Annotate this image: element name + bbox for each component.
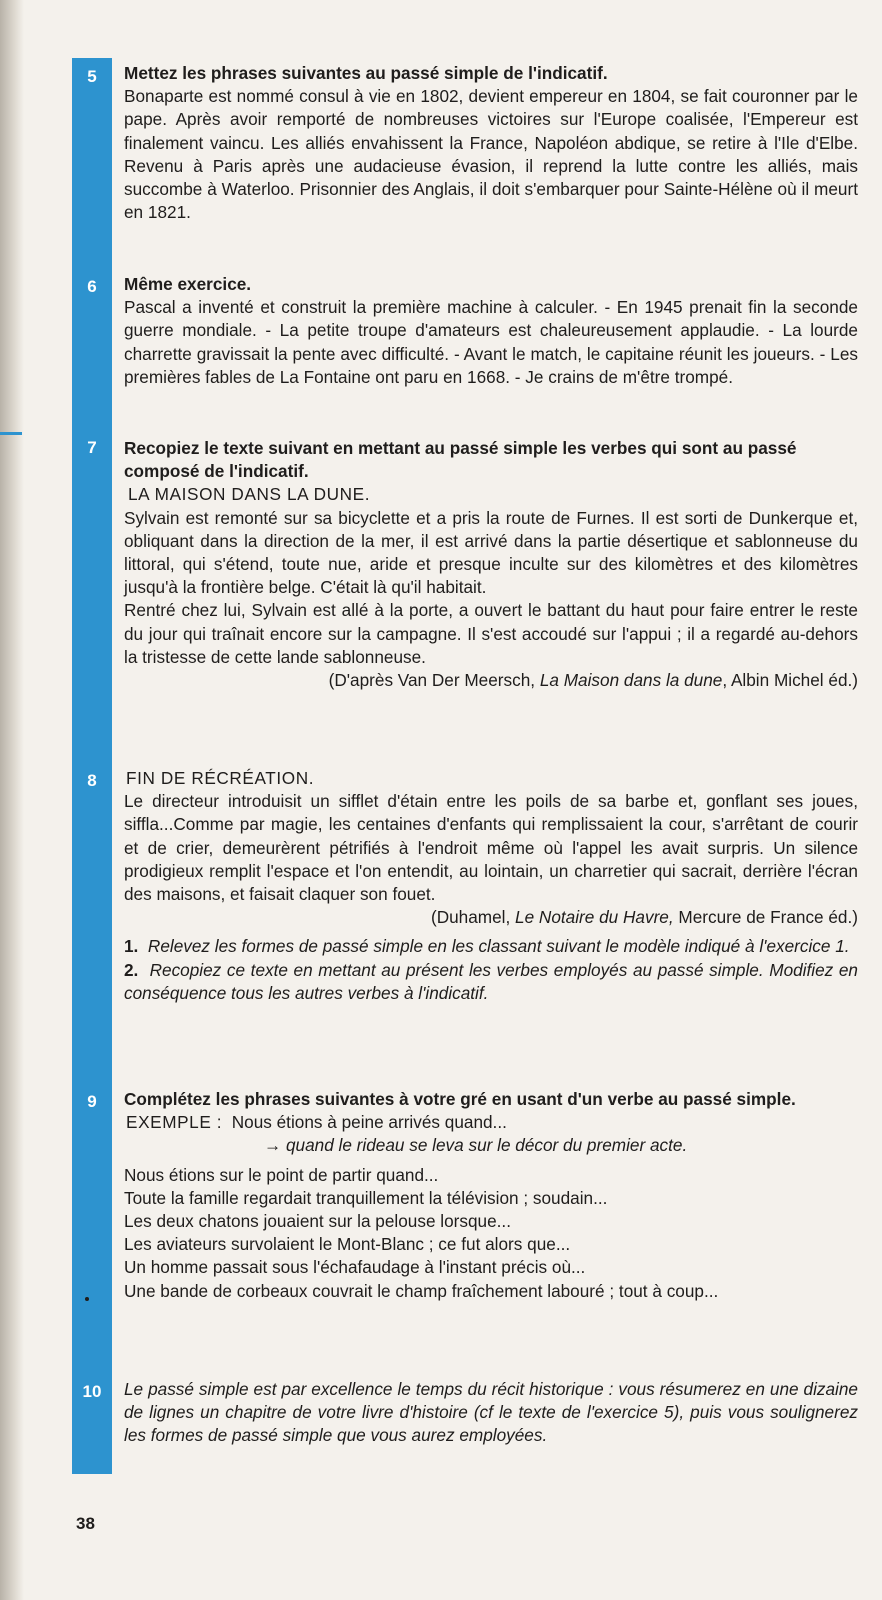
exercise-7 — [124, 437, 858, 692]
exercise-9-example — [124, 1111, 858, 1134]
exercise-8-question-1 — [124, 935, 858, 958]
exercise-10-text: Le passé simple est par excellence le temps du récit historique : vous résumerez en une dizaine de lignes un chapitre de votre livre d'histoire (cf le texte de l'exercice 5), puis vous soulignerez les formes de passé simple que vous aurez employées. — [124, 1379, 858, 1446]
exercise-number-6: 6 — [87, 277, 97, 296]
exercise-8-source-suffix: Mercure de France éd.) — [673, 907, 858, 928]
exercise-8 — [124, 767, 858, 1005]
exercise-number-7: 7 — [87, 438, 97, 457]
exercise-8-heading: FIN DE RÉCRÉATION. — [126, 768, 315, 788]
exercise-7-source-suffix: , Albin Michel éd.) — [722, 670, 858, 691]
exercise-8-source-title: Le Notaire du Havre, — [515, 907, 674, 928]
exercise-9-item: Une bande de corbeaux couvrait le champ fraîchement labouré ; tout à coup... — [124, 1280, 719, 1301]
exercise-7-source — [124, 669, 858, 692]
exercise-6 — [124, 273, 858, 389]
exercise-9-item: Un homme passait sous l'échafaudage à l'instant précis où... — [124, 1257, 586, 1278]
exercise-8-source — [124, 906, 858, 929]
exercise-9-item: Nous étions sur le point de partir quand... — [124, 1164, 439, 1185]
exercise-7-source-prefix: (D'après Van Der Meersch, — [328, 670, 540, 691]
margin-mark — [0, 432, 22, 435]
margin-dot — [85, 1297, 89, 1301]
exercise-7-para-1: Sylvain est remonté sur sa bicyclette et a pris la route de Furnes. Il est sorti de Dunkerque et, obliquant dans la direction de la mer, il est arrivé dans la partie désertique et sablonneuse du littoral, qui s'étend, toute nue, aride et presque inculte sur des kilomètres et des kilomètres jusqu'à la frontière belge. C'était là qu'il habitait. — [124, 507, 858, 598]
page-number: 38 — [76, 1514, 95, 1533]
exercise-9-example-answer: → quand le rideau se leva sur le décor du premier acte. — [264, 1135, 688, 1156]
exercise-7-source-title: La Maison dans la dune — [539, 670, 723, 691]
exercise-number-8: 8 — [87, 771, 97, 790]
exercise-5 — [124, 62, 858, 224]
exercise-number-10: 10 — [82, 1382, 102, 1401]
exercise-7-para-2: Rentré chez lui, Sylvain est allé à la porte, a ouvert le battant du haut pour faire entrer le reste du jour qui traînait encore sur la campagne. Il s'est accoudé sur l'appui ; il a regardé au-dehors la tristesse de cette lande sablonneuse. — [124, 600, 858, 667]
exercise-8-source-prefix: (Duhamel, — [430, 907, 516, 928]
exercise-6-text: Pascal a inventé et construit la première machine à calculer. - En 1945 prenait fin la seconde guerre mondiale. - La petite troupe d'amateurs est chaleureusement applaudie. - La lourde charrette gravissait la pente avec difficulté. - Avant le match, le capitaine réunit les joueurs. - Les premières fables de La Fontaine ont paru en 1668. - Je crains de m'être trompé. — [124, 297, 858, 387]
exercise-8-question-1-text: Relevez les formes de passé simple en les classant suivant le modèle indiqué à l'exercice 1. — [147, 936, 850, 957]
exercise-9 — [124, 1088, 858, 1303]
exercise-5-title: Mettez les phrases suivantes au passé simple de l'indicatif. — [124, 63, 608, 83]
exercise-10 — [124, 1378, 858, 1448]
exercise-8-para: Le directeur introduisit un sifflet d'étain entre les poils de sa barbe et, gonflant ses joues, siffla...Comme par magie, les centaines d'enfants qui remplissaient la cour, s'arrêtant de courir et de crier, demeurèrent pétrifiés à l'endroit même où l'appel les avait surpris. Un silence prodigieux remplit l'espace et l'on entendit, au lointain, un charretier qui sacrait, derrière l'écran des maisons, et faisait claquer son fouet. — [124, 791, 858, 905]
exercise-number-bar — [72, 58, 112, 1474]
exercise-9-title: Complétez les phrases suivantes à votre gré en usant d'un verbe au passé simple. — [124, 1089, 796, 1109]
exercise-8-question-2-num: 2. — [124, 959, 139, 980]
exercise-9-item: Les aviateurs survolaient le Mont-Blanc ; ce fut alors que... — [124, 1234, 571, 1255]
exercise-number-5: 5 — [87, 67, 97, 86]
exercise-9-item: Les deux chatons jouaient sur la pelouse lorsque... — [124, 1211, 511, 1232]
exercise-7-title: Recopiez le texte suivant en mettant au passé simple les verbes qui sont au passé composé de l'indicatif. — [124, 438, 797, 482]
exercise-5-text: Bonaparte est nommé consul à vie en 1802, devient empereur en 1804, se fait couronner par le pape. Après avoir remporté de nombreuses victoires sur l'Europe coalisée, l'Empereur est finalement vaincu. Les alliés envahissent la France, Napoléon abdique, se retire à l'Ile d'Elbe. Revenu à Paris après une audacieuse évasion, il reprend la lutte contre les alliés, mais succombe à Waterloo. Prisonnier des Anglais, il doit s'embarquer pour Sainte-Hélène où il meurt en 1821. — [124, 86, 858, 223]
exercise-6-title: Même exercice. — [124, 274, 252, 294]
exercise-9-example-label: EXEMPLE : — [126, 1112, 223, 1133]
exercise-8-question-2 — [124, 959, 858, 1005]
exercise-8-question-1-num: 1. — [124, 936, 139, 957]
exercise-8-question-2-text: Recopiez ce texte en mettant au présent les verbes employés au passé simple. Modifiez en conséquence tous les autres verbes à l'indicatif. — [124, 959, 858, 1003]
exercise-9-item: Toute la famille regardait tranquillement la télévision ; soudain... — [124, 1187, 608, 1208]
exercise-7-heading: LA MAISON DANS LA DUNE. — [128, 484, 371, 505]
page-binding-shadow — [0, 0, 24, 1600]
exercise-9-example-text: Nous étions à peine arrivés quand... — [231, 1112, 507, 1133]
exercise-number-9: 9 — [87, 1092, 97, 1111]
